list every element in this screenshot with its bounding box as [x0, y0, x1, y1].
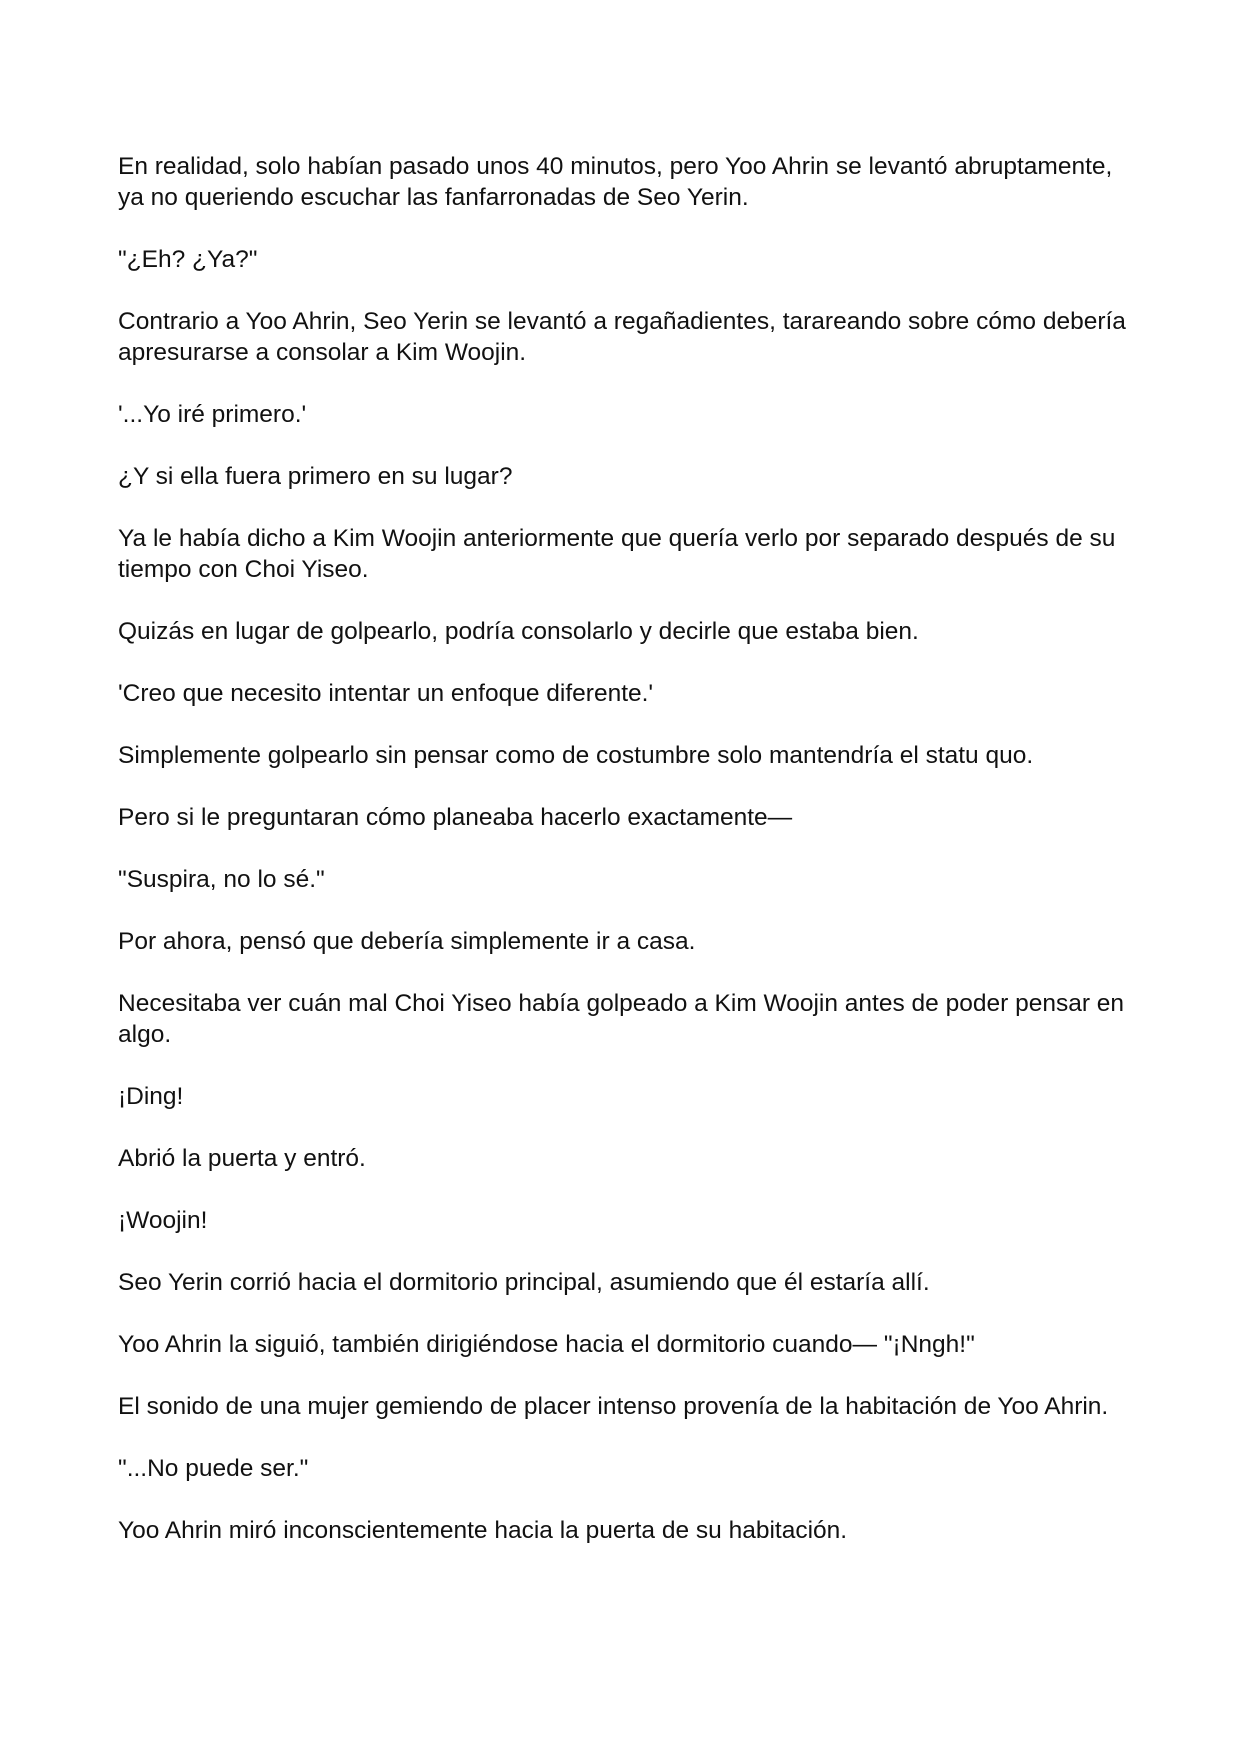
paragraph: "Suspira, no lo sé." [118, 866, 325, 893]
paragraph: Simplemente golpearlo sin pensar como de costumbre solo mantendría el statu quo. [118, 742, 1034, 769]
paragraph: Contrario a Yoo Ahrin, Seo Yerin se levantó a regañadientes, tarareando sobre cómo debería apresurarse a consolar a Kim Woojin. [118, 308, 1126, 366]
paragraph: Pero si le preguntaran cómo planeaba hacerlo exactamente— [118, 804, 793, 831]
paragraph: Quizás en lugar de golpearlo, podría consolarlo y decirle que estaba bien. [118, 618, 919, 645]
paragraph: Abrió la puerta y entró. [118, 1145, 366, 1172]
paragraph: El sonido de una mujer gemiendo de placer intenso provenía de la habitación de Yoo Ahrin. [118, 1393, 1109, 1420]
paragraph: 'Creo que necesito intentar un enfoque diferente.' [118, 680, 654, 707]
paragraph: Yoo Ahrin miró inconscientemente hacia la puerta de su habitación. [118, 1517, 848, 1544]
paragraph: En realidad, solo habían pasado unos 40 minutos, pero Yoo Ahrin se levantó abruptamente, ya no queriendo escuchar las fanfarronadas de Seo Yerin. [118, 153, 1113, 211]
paragraph: "...No puede ser." [118, 1455, 309, 1482]
paragraph: Yoo Ahrin la siguió, también dirigiéndose hacia el dormitorio cuando— "¡Nngh!" [118, 1331, 975, 1358]
paragraph: ¿Y si ella fuera primero en su lugar? [118, 463, 513, 490]
paragraph: ¡Ding! [118, 1083, 184, 1110]
paragraph: Seo Yerin corrió hacia el dormitorio principal, asumiendo que él estaría allí. [118, 1269, 930, 1296]
document-body [118, 151, 1128, 1577]
paragraph: '...Yo iré primero.' [118, 401, 307, 428]
paragraph: Necesitaba ver cuán mal Choi Yiseo había golpeado a Kim Woojin antes de poder pensar en algo. [118, 990, 1125, 1048]
paragraph: Por ahora, pensó que debería simplemente ir a casa. [118, 928, 696, 955]
paragraph: ¡Woojin! [118, 1207, 208, 1234]
paragraph: Ya le había dicho a Kim Woojin anteriormente que quería verlo por separado después de su tiempo con Choi Yiseo. [118, 525, 1116, 583]
paragraph: "¿Eh? ¿Ya?" [118, 246, 258, 273]
